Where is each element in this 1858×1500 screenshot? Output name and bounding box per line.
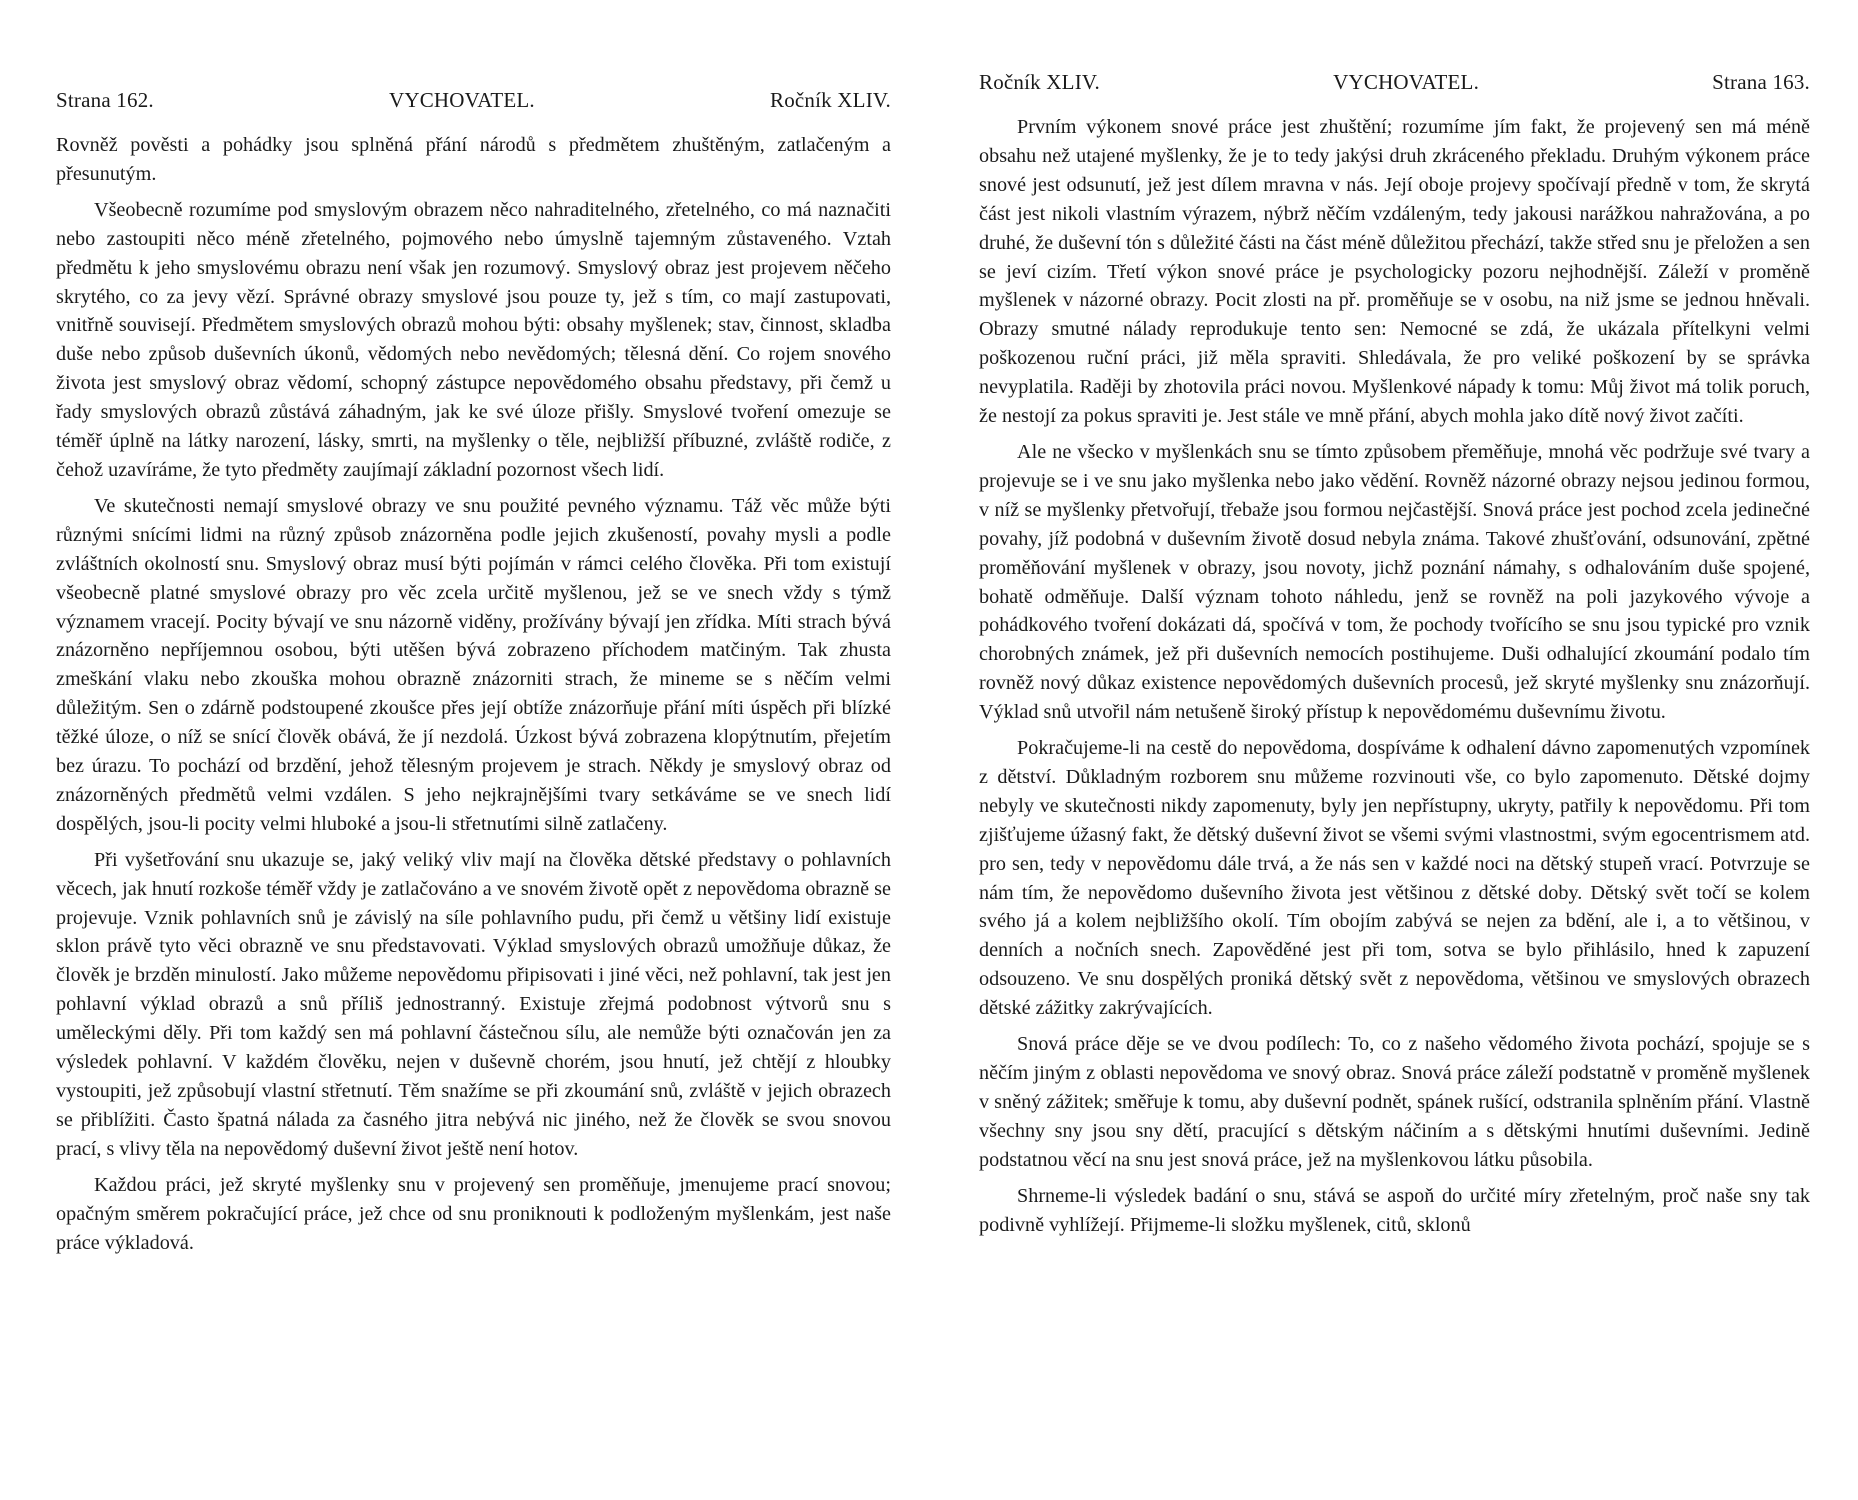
paragraph: Při vyšetřování snu ukazuje se, jaký veliký vliv mají na člověka dětské představy o pohlavních věcech, jak hnutí rozkoše téměř vždy je zatlačováno a ve snovém životě opět z nepovědoma obrazně se projevuje. Vznik pohlavních snů je závislý na síle pohlavního pudu, při čemž u většiny lidí existuje sklon právě tyto věci obrazně ve snu představovati. Výklad smyslových obrazů umožňuje důkaz, že člověk je brzděn minulostí. Jako můžeme nepovědomu připisovati i jiné věci, než pohlavní, tak jest jen pohlavní výklad obrazů a snů příliš jednostranný. Existuje zřejmá podobnost výtvorů snu s uměleckými děly. Při tom každý sen má pohlavní částečnou sílu, ale nemůže býti označován jen za výsledek pohlavní. V každém člověku, nejen v duševně chorém, jsou hnutí, jež chtějí z hloubky vystoupiti, jež způsobují vlastní střetnutí. Těm snažíme se při zkoumání snů, zvláště v jejich obrazech se přiblížiti. Často špatná nálada za časného jitra nebývá nic jiného, než že člověk se svou snovou prací, s vlivy těla na nepovědomý duševní život ještě není hotov. bbox=[56, 848, 891, 1160]
right-page-number: Strana 163. bbox=[1712, 70, 1810, 94]
right-journal-title: VYCHOVATEL. bbox=[1333, 70, 1480, 94]
left-volume: Ročník XLIV. bbox=[769, 88, 891, 112]
paragraph: Všeobecně rozumíme pod smyslovým obrazem něco nahraditelného, zřetelného, co má naznačiti nebo zastoupiti něco méně zřetelného, pojmového nebo úmyslně tajemným zůstaveného. Vztah předmětu k jeho smyslovému obrazu není však jen rozumový. Smyslový obraz jest projevem něčeho skrytého, co za jevy vězí. Správné obrazy smyslové jsou pouze ty, jež s tím, co mají zastupovati, vnitřně souvisejí. Předmětem smyslových obrazů mohou býti: obsahy myšlenek; stav, činnost, skladba duše nebo způsob duševních úkonů, vědomých nebo nevědomých; tělesná dění. Co rojem snového života jest smyslový obraz vědomí, schopný zástupce nepovědomého obsahu představy, při čemž u řady smyslových obrazů zůstává záhadným, jak ke své úloze přišly. Smyslové tvoření omezuje se téměř úplně na látky narození, lásky, smrti, na myšlenky o těle, nejbližší příbuzné, zvláště rodiče, z čehož uzavíráme, že tyto předměty zaujímají základní pozornost všech lidí. bbox=[56, 198, 891, 481]
right-page bbox=[929, 0, 1858, 1500]
right-running-head bbox=[979, 70, 1810, 95]
paragraph: Ale ne všecko v myšlenkách snu se tímto způsobem přeměňuje, mnohá věc podržuje své tvary a projevuje se i ve snu jako myšlenka nebo jako vědění. Rovněž názorné obrazy nejsou jedinou formou, v níž se myšlenky přetvořují, třebaže jsou formou nejčastější. Snová práce jest pochod zcela jedinečné povahy, jíž podobná v duševním životě dosud nebyla známa. Takové zhušťování, odsunování, zpětné proměňování myšlenek v obrazy, jsou novoty, jichž poznání námahy, s odhalováním duše spojené, bohatě odměňuje. Další význam tohoto náhledu, jenž se rovněž na poli jazykového vývoje a pohádkového tvoření dokázati dá, spočívá v tom, že pochody tvořícího se snu jsou typické pro vznik chorobných známek, jež při duševních nemocích postihujeme. Duši odhalující zkoumání podalo tím rovněž nový důkaz existence nepovědomých duševních procesů, jež skryté myšlenky snu znázorňují. Výklad snů utvořil nám netušeně široký přístup k nepovědomému duševnímu životu. bbox=[979, 440, 1810, 724]
left-page-number: Strana 162. bbox=[56, 88, 154, 112]
paragraph: Pokračujeme-li na cestě do nepovědoma, dospíváme k odhalení dávno zapomenutých vzpomínek z dětství. Důkladným rozborem snu můžeme rozvinouti vše, co bylo zapomenuto. Dětské dojmy nebyly ve skutečnosti nikdy zapomenuty, byly jen nepřístupny, ukryty, patřily k nepovědomu. Při tom zjišťujeme úžasný fakt, že dětský duševní život se všemi svými vlastnostmi, svým egocentrismem atd. pro sen, tedy v nepovědomu dále trvá, a že nás sen v každé noci na dětský stupeň vrací. Potvrzuje se nám tím, že nepovědomo duševního života jest většinou z dětské doby. Dětský svět točí se kolem svého já a kolem nejbližšího okolí. Tím obojím zabývá se nejen za bdění, ale i, a to většinou, v denních a nočních snech. Zapověděné jest při tom, sotva se bylo přihlásilo, hned k zapuzení odsouzeno. Ve snu dospělých proniká dětský svět z nepovědoma, většinou ve smyslových obrazech dětské zážitky zakrývajících. bbox=[979, 737, 1810, 1020]
paragraph: Rovněž pověsti a pohádky jsou splněná přání národů s předmětem zhuštěným, zatlačeným a přesunutým. bbox=[56, 134, 891, 185]
paragraph: Každou práci, jež skryté myšlenky snu v projevený sen proměňuje, jmenujeme prací snovou; opačným směrem pokračující práce, jež chce od snu proniknouti k podloženým myšlenkám, jest naše práce výkladová. bbox=[56, 1173, 891, 1254]
paragraph: Shrneme-li výsledek badání o snu, stává se aspoň do určité míry zřetelným, proč naše sny tak podivně vyhlížejí. Přijmeme-li složku myšlenek, citů, sklonů bbox=[979, 1184, 1810, 1236]
paragraph: Snová práce děje se ve dvou podílech: To, co z našeho vědomého života pochází, spojuje se s něčím jiným z oblasti nepovědoma ve snový obraz. Snová práce záleží podstatně v proměně myšlenek v sněný zážitek; směřuje k tomu, aby duševní podnět, spánek rušící, odstranila splněním přání. Vlastně všechny sny jsou sny dětí, pracující s dětským náčiním a s dětskými hnutími duševními. Jedině podstatnou věcí na snu jest snová práce, jež na myšlenkovou látku působila. bbox=[979, 1033, 1810, 1171]
left-body-text bbox=[56, 131, 891, 1257]
paragraph: Ve skutečnosti nemají smyslové obrazy ve snu použité pevného významu. Táž věc může býti různými snícími lidmi na různý způsob znázorněna podle jejich zkušeností, povahy mysli a podle zvláštních okolností snu. Smyslový obraz musí býti pojímán v rámci celého člověka. Při tom existují všeobecně platné smyslové obrazy pro věc zcela určitě myšlenou, jež se ve snech vždy s týmž významem vracejí. Pocity bývají ve snu názorně viděny, prožívány bývají jen zřídka. Míti strach bývá znázorněno nepříjemnou osobou, býti utěšen bývá zobrazeno příchodem matčiným. Tak zhusta zmeškání vlaku nebo zkouška mohou obrazně znázorniti strach, že mineme se s něčím velmi důležitým. Sen o zdárně podstoupené zkoušce přes její obtíže znázorňuje přání míti úspěch při blízké těžké úloze, o níž se snící člověk obává, že jí nezdolá. Úzkost bývá zobrazena klopýtnutím, přejetím bez úrazu. To pochází od brzdění, jehož tělesným projevem je strach. Někdy je smyslový obraz od znázorněných předmětů velmi vzdálen. S jeho nejkrajnějšími tvary setkáváme se ve snech lidí dospělých, jsou-li pocity velmi hluboké a jsou-li střetnutími silně zatlačeny. bbox=[56, 494, 891, 835]
paragraph: Prvním výkonem snové práce jest zhuštění; rozumíme jím fakt, že projevený sen má méně obsahu než utajené myšlenky, že je to tedy jakýsi druh zkráceného překladu. Druhým výkonem práce snové jest odsunutí, jež jest dílem mravna v nás. Její oboje projevy spočívají předně v tom, že skrytá část jest nikoli vlastním výrazem, nýbrž něčím vzdáleným, tedy jakousi narážkou nahražována, a po druhé, že duševní tón s důležité části na část méně důležitou přechází, takže střed snu je přeložen a sen se jeví cizím. Třetí výkon snové práce je psychologicky pozoru nejhodnější. Záleží v proměně myšlenek v názorné obrazy. Pocit zlosti na př. proměňuje se v osobu, na niž jsme se jednou hněvali. Obrazy smutné nálady reprodukuje tento sen: Nemocné se zdá, že ukázala přítelkyni velmi poškozenou ruční práci, již měla spraviti. Shledávala, že pro veliké poškození by se správka nevyplatila. Raději by zhotovila práci novou. Myšlenkové nápady k tomu: Můj život má tolik poruch, že nestojí za pokus spraviti je. Jest stále ve mně přání, abych mohla jako dítě nový život začíti. bbox=[979, 116, 1810, 428]
left-running-head bbox=[56, 88, 891, 113]
right-volume: Ročník XLIV. bbox=[979, 70, 1101, 94]
right-body-text bbox=[979, 113, 1810, 1239]
left-journal-title: VYCHOVATEL. bbox=[388, 88, 535, 112]
